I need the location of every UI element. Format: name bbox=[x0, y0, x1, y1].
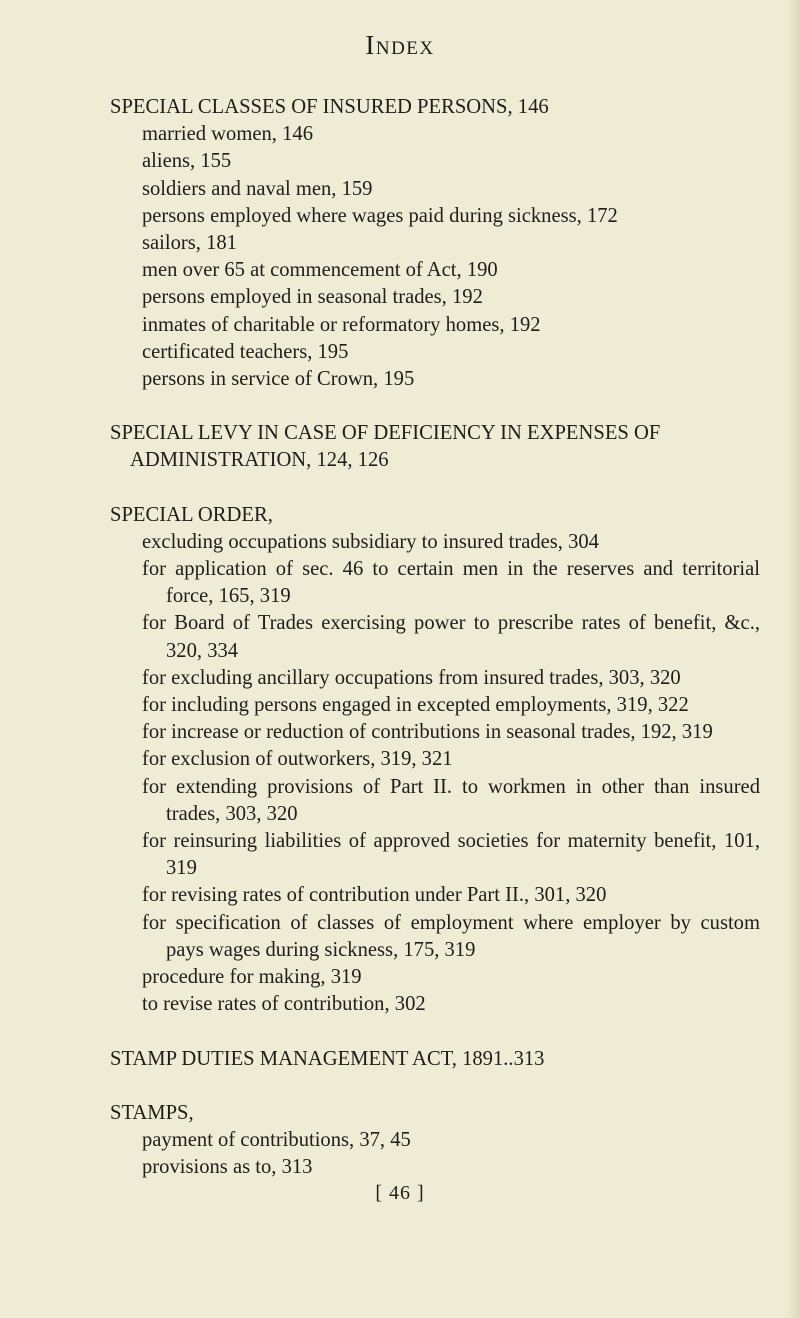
subentry: sailors, 181 bbox=[142, 232, 237, 255]
entry-heading: STAMPS, bbox=[110, 1101, 194, 1124]
subentry: soldiers and naval men, 159 bbox=[142, 177, 373, 200]
subentry: provisions as to, 313 bbox=[142, 1156, 313, 1179]
subentry: for including persons engaged in excepted employments, 319, 322 bbox=[142, 694, 689, 717]
entry-heading: STAMP DUTIES MANAGEMENT ACT, 1891..313 bbox=[110, 1047, 545, 1070]
subentry: for increase or reduction of contributions in seasonal trades, 192, 319 bbox=[142, 721, 713, 744]
entry-heading: SPECIAL ORDER, bbox=[110, 503, 273, 526]
subentry: for application of sec. 46 to certain men in the reserves and territorial force, 165, 319 bbox=[142, 558, 760, 608]
index-entry-special-levy bbox=[110, 420, 760, 474]
index-entries bbox=[110, 94, 760, 1208]
subentry: for specification of classes of employment where employer by custom pays wages during sickness, 175, 319 bbox=[142, 911, 760, 961]
entry-heading: SPECIAL CLASSES OF INSURED PERSONS, 146 bbox=[110, 96, 549, 118]
index-entry-special-order bbox=[110, 502, 760, 1019]
subentry: certificated teachers, 195 bbox=[142, 340, 349, 363]
subentry: for Board of Trades exercising power to prescribe rates of benefit, &c., 320, 334 bbox=[142, 612, 760, 662]
index-entry-stamps bbox=[110, 1100, 760, 1182]
index-entry-special-classes bbox=[110, 94, 760, 393]
subentry: persons employed in seasonal trades, 192 bbox=[142, 286, 483, 309]
subentry: payment of contributions, 37, 45 bbox=[142, 1128, 411, 1151]
subentry: married women, 146 bbox=[142, 123, 313, 146]
subentry: for revising rates of contribution under Part II., 301, 320 bbox=[142, 884, 607, 907]
running-head: Index bbox=[365, 30, 435, 60]
subentry: persons in service of Crown, 195 bbox=[142, 368, 415, 391]
subentry: for excluding ancillary occupations from insured trades, 303, 320 bbox=[142, 666, 681, 689]
subentry: men over 65 at commencement of Act, 190 bbox=[142, 259, 498, 282]
subentry: procedure for making, 319 bbox=[142, 966, 362, 989]
subentry: excluding occupations subsidiary to insured trades, 304 bbox=[142, 530, 599, 553]
page-number: [ 46 ] bbox=[375, 1182, 425, 1204]
subentry: inmates of charitable or reformatory homes, 192 bbox=[142, 313, 541, 336]
index-entry-stamp-duties bbox=[110, 1046, 760, 1073]
subentry: for reinsuring liabilities of approved societies for maternity benefit, 101, 319 bbox=[142, 830, 760, 880]
entry-heading: SPECIAL LEVY IN CASE OF DEFICIENCY IN EXPENSES OF ADMINISTRATION, 124, 126 bbox=[110, 422, 661, 472]
page-edge-shadow bbox=[786, 0, 800, 1318]
subentry: persons employed where wages paid during sickness, 172 bbox=[142, 204, 618, 227]
subentry: to revise rates of contribution, 302 bbox=[142, 993, 426, 1016]
subentry: aliens, 155 bbox=[142, 150, 232, 173]
subentry: for extending provisions of Part II. to workmen in other than insured trades, 303, 320 bbox=[142, 775, 760, 825]
subentry: for exclusion of outworkers, 319, 321 bbox=[142, 748, 453, 771]
